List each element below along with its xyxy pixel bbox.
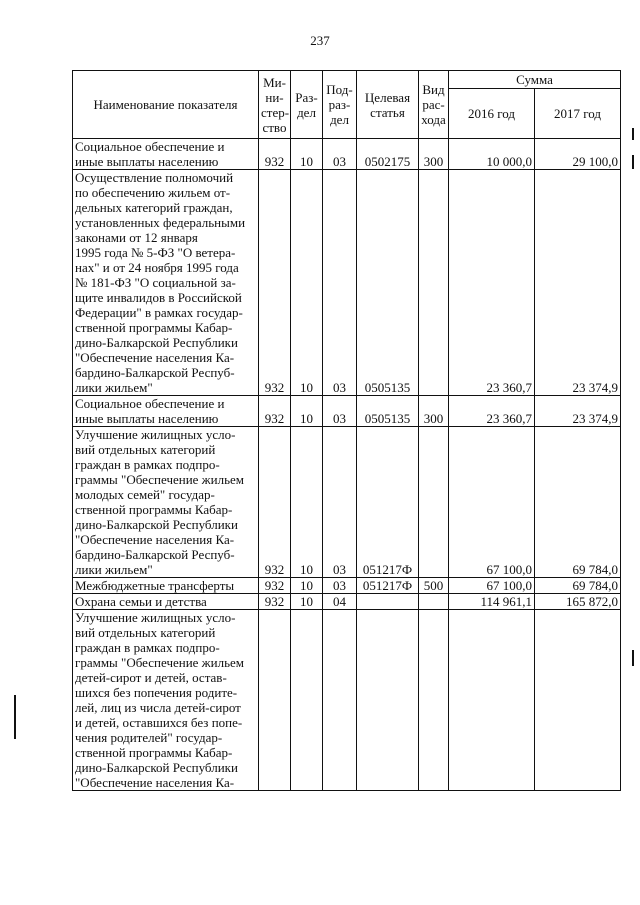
cell-name-line: лики жильем": [75, 562, 153, 577]
cell-target: [357, 594, 419, 610]
cell-ministry: [259, 610, 291, 791]
cell-name-line: граждан в рамках подпро-: [75, 457, 220, 472]
cell-2017: 69 784,0: [535, 427, 621, 578]
cell-name: [73, 139, 259, 170]
cell-2016: 10 000,0: [449, 139, 535, 170]
cell-section: 10: [291, 427, 323, 578]
cell-target: [357, 610, 419, 791]
cell-kind: 300: [419, 396, 449, 427]
cell-name-line: Охрана семьи и детства: [75, 594, 207, 609]
cell-name: [73, 170, 259, 396]
cell-2017: 29 100,0: [535, 139, 621, 170]
cell-name: [73, 578, 259, 594]
scan-edge-mark: [632, 650, 634, 666]
header-year-2016: 2016 год: [449, 89, 535, 139]
cell-ministry: 932: [259, 594, 291, 610]
table-row: [73, 578, 621, 594]
cell-kind: [419, 594, 449, 610]
cell-name-line: дино-Балкарской Республики: [75, 760, 238, 775]
header-name: Наименование показателя: [73, 71, 259, 139]
cell-subsection: 03: [323, 396, 357, 427]
budget-table: [72, 70, 621, 791]
cell-ministry: 932: [259, 139, 291, 170]
cell-2017: [535, 610, 621, 791]
cell-name-line: Социальное обеспечение и: [75, 396, 225, 411]
cell-2017: 165 872,0: [535, 594, 621, 610]
cell-name-line: Социальное обеспечение и: [75, 139, 225, 154]
cell-name-line: ственной программы Кабар-: [75, 320, 233, 335]
cell-section: 10: [291, 396, 323, 427]
cell-name-line: Федерации" в рамках государ-: [75, 305, 243, 320]
cell-name-line: и детей, оставшихся без попе-: [75, 715, 243, 730]
cell-name-line: лей, лиц из числа детей-сирот: [75, 700, 241, 715]
cell-name-line: "Обеспечение населения Ка-: [75, 350, 235, 365]
scan-edge-mark: [14, 695, 16, 739]
cell-2016: 23 360,7: [449, 170, 535, 396]
cell-ministry: 932: [259, 396, 291, 427]
header-kind: Вид рас- хода: [419, 71, 449, 139]
cell-name-line: лики жильем": [75, 380, 153, 395]
page-number: 237: [310, 33, 330, 48]
cell-2016: 23 360,7: [449, 396, 535, 427]
cell-name-line: бардино-Балкарской Респуб-: [75, 547, 235, 562]
cell-2017: 23 374,9: [535, 170, 621, 396]
cell-kind: 500: [419, 578, 449, 594]
table-row: [73, 170, 621, 396]
header-year-2017: 2017 год: [535, 89, 621, 139]
cell-section: 10: [291, 139, 323, 170]
cell-subsection: 04: [323, 594, 357, 610]
cell-name-line: нах" и от 24 ноября 1995 года: [75, 260, 239, 275]
cell-section: 10: [291, 170, 323, 396]
cell-name-line: шихся без попечения родите-: [75, 685, 238, 700]
cell-target: 051217Ф: [357, 578, 419, 594]
cell-name: [73, 610, 259, 791]
cell-name: [73, 427, 259, 578]
cell-2016: 67 100,0: [449, 427, 535, 578]
cell-2016: 67 100,0: [449, 578, 535, 594]
cell-name-line: № 181-ФЗ "О социальной за-: [75, 275, 236, 290]
cell-name-line: ственной программы Кабар-: [75, 502, 233, 517]
cell-name-line: законами от 12 января: [75, 230, 198, 245]
cell-2016: 114 961,1: [449, 594, 535, 610]
cell-kind: [419, 427, 449, 578]
cell-name-line: детей-сирот и детей, остав-: [75, 670, 227, 685]
cell-name-line: установленных федеральными: [75, 215, 246, 230]
cell-name-line: граждан в рамках подпро-: [75, 640, 220, 655]
cell-name-line: граммы "Обеспечение жильем: [75, 655, 245, 670]
cell-target: 0502175: [357, 139, 419, 170]
cell-name-line: иные выплаты населению: [75, 154, 219, 169]
cell-name-line: чения родителей" государ-: [75, 730, 223, 745]
cell-name-line: ственной программы Кабар-: [75, 745, 233, 760]
cell-name-line: молодых семей" государ-: [75, 487, 215, 502]
cell-name-line: Осуществление полномочий: [75, 170, 234, 185]
cell-kind: 300: [419, 139, 449, 170]
cell-target: 0505135: [357, 170, 419, 396]
cell-name-line: дино-Балкарской Республики: [75, 335, 238, 350]
cell-name-line: Улучшение жилищных усло-: [75, 427, 236, 442]
header-sum: Сумма: [449, 71, 621, 89]
cell-2017: 69 784,0: [535, 578, 621, 594]
table-row: [73, 139, 621, 170]
scan-edge-mark: [632, 128, 634, 140]
header-target: Целевая статья: [357, 71, 419, 139]
cell-subsection: 03: [323, 170, 357, 396]
table-row: [73, 396, 621, 427]
table-row: [73, 610, 621, 791]
cell-ministry: 932: [259, 427, 291, 578]
cell-2017: 23 374,9: [535, 396, 621, 427]
cell-name-line: щите инвалидов в Российской: [75, 290, 242, 305]
table-row: [73, 427, 621, 578]
cell-section: [291, 610, 323, 791]
cell-name-line: дельных категорий граждан,: [75, 200, 233, 215]
cell-name-line: по обеспечению жильем от-: [75, 185, 231, 200]
table-row: [73, 594, 621, 610]
cell-name-line: вий отдельных категорий: [75, 442, 216, 457]
cell-subsection: [323, 610, 357, 791]
cell-name-line: Межбюджетные трансферты: [75, 578, 235, 593]
cell-name-line: иные выплаты населению: [75, 411, 219, 426]
cell-kind: [419, 170, 449, 396]
cell-section: 10: [291, 594, 323, 610]
cell-kind: [419, 610, 449, 791]
cell-subsection: 03: [323, 139, 357, 170]
cell-target: 0505135: [357, 396, 419, 427]
cell-section: 10: [291, 578, 323, 594]
cell-name-line: "Обеспечение населения Ка-: [75, 775, 235, 790]
cell-name: [73, 594, 259, 610]
cell-subsection: 03: [323, 578, 357, 594]
cell-name-line: вий отдельных категорий: [75, 625, 216, 640]
cell-name: [73, 396, 259, 427]
cell-2016: [449, 610, 535, 791]
cell-name-line: граммы "Обеспечение жильем: [75, 472, 245, 487]
cell-ministry: 932: [259, 578, 291, 594]
cell-name-line: дино-Балкарской Республики: [75, 517, 238, 532]
scan-edge-mark: [632, 155, 634, 169]
cell-target: 051217Ф: [357, 427, 419, 578]
table-body: [73, 139, 621, 791]
cell-name-line: 1995 года № 5-ФЗ "О ветера-: [75, 245, 236, 260]
cell-subsection: 03: [323, 427, 357, 578]
header-subsection: Под- раз- дел: [323, 71, 357, 139]
cell-name-line: "Обеспечение населения Ка-: [75, 532, 235, 547]
cell-ministry: 932: [259, 170, 291, 396]
cell-name-line: бардино-Балкарской Респуб-: [75, 365, 235, 380]
cell-name-line: Улучшение жилищных усло-: [75, 610, 236, 625]
header-section: Раз- дел: [291, 71, 323, 139]
header-ministry: Ми- ни- стер- ство: [259, 71, 291, 139]
